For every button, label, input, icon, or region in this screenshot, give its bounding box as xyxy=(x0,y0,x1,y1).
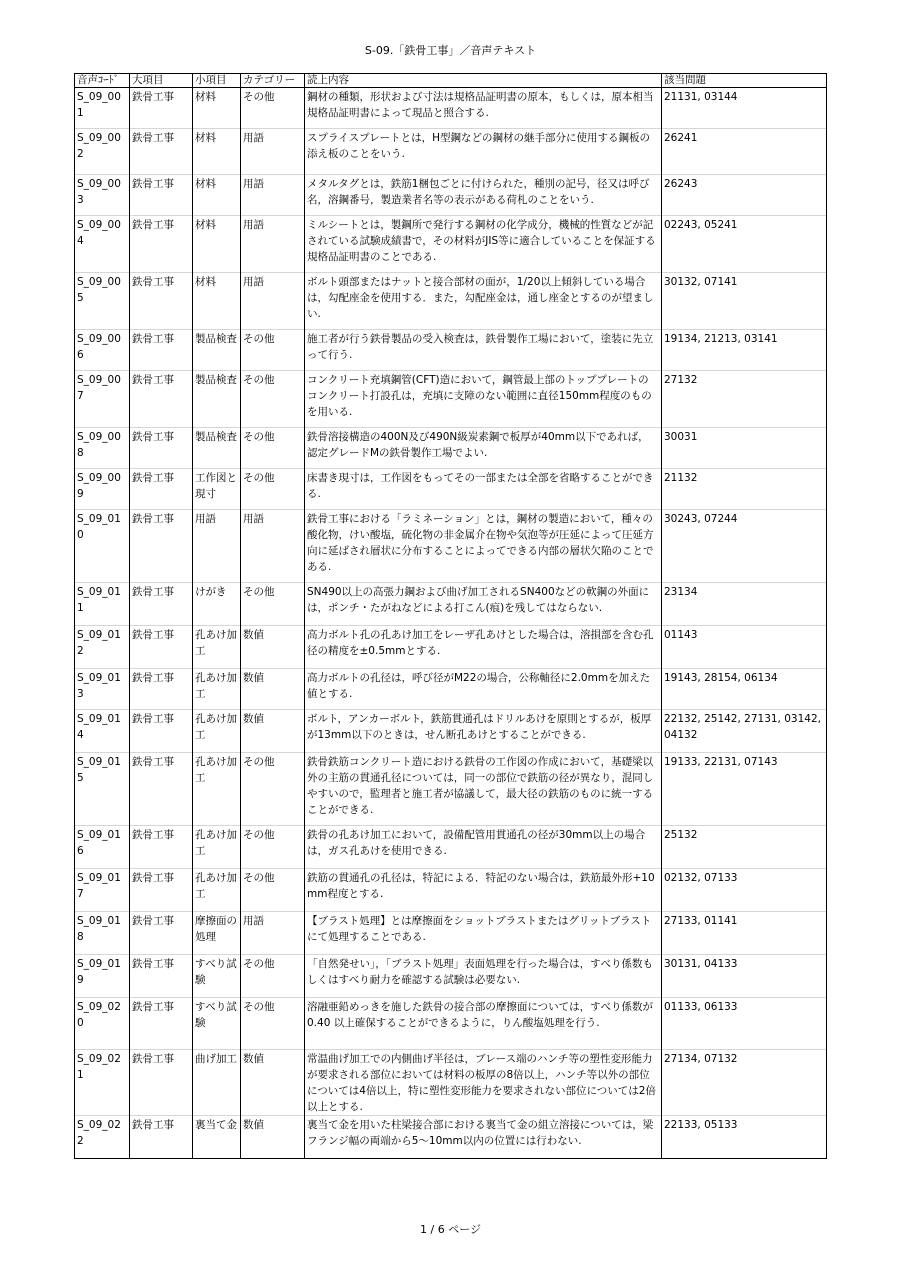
row-major-item: 鉄骨工事 xyxy=(130,1116,193,1159)
table-row xyxy=(75,669,827,710)
row-minor-item: 孔あけ加工 xyxy=(193,626,241,669)
row-code: S_09_003 xyxy=(75,175,130,216)
row-code: S_09_008 xyxy=(75,428,130,469)
page-number: 1 / 6 ページ xyxy=(420,1223,481,1236)
row-category: 用語 xyxy=(241,510,305,583)
row-problems: 27133, 01141 xyxy=(662,912,827,955)
table-header-row xyxy=(75,74,827,88)
table-row xyxy=(75,428,827,469)
row-category: 用語 xyxy=(241,129,305,175)
table-row xyxy=(75,626,827,669)
row-category: 用語 xyxy=(241,273,305,330)
row-category: その他 xyxy=(241,330,305,371)
row-minor-item: けがき xyxy=(193,583,241,626)
row-minor-item: 材料 xyxy=(193,175,241,216)
row-code: S_09_007 xyxy=(75,371,130,428)
table-row xyxy=(75,912,827,955)
row-read-text: ミルシートとは，製鋼所で発行する鋼材の化学成分，機械的性質などが記されている試験成績書で，その材料がJIS等に適合していることを保証する規格品証明書のことである. xyxy=(305,216,662,273)
row-problems: 22133, 05133 xyxy=(662,1116,827,1159)
row-problems: 27132 xyxy=(662,371,827,428)
row-major-item: 鉄骨工事 xyxy=(130,216,193,273)
row-code: S_09_005 xyxy=(75,273,130,330)
row-minor-item: 製品検査 xyxy=(193,371,241,428)
row-category: 数値 xyxy=(241,669,305,710)
row-code: S_09_017 xyxy=(75,869,130,912)
row-read-text: 床書き現寸は，工作図をもってその一部または全部を省略することができる. xyxy=(305,469,662,510)
row-category: その他 xyxy=(241,371,305,428)
row-problems: 23134 xyxy=(662,583,827,626)
row-category: 数値 xyxy=(241,1050,305,1116)
row-read-text: 鉄筋の貫通孔の孔径は，特記による．特記のない場合は，鉄筋最外形+10mm程度とする. xyxy=(305,869,662,912)
table-row xyxy=(75,175,827,216)
row-major-item: 鉄骨工事 xyxy=(130,273,193,330)
table-row xyxy=(75,1050,827,1116)
row-category: その他 xyxy=(241,583,305,626)
row-code: S_09_019 xyxy=(75,955,130,998)
row-problems: 02243, 05241 xyxy=(662,216,827,273)
row-read-text: スプライスプレートとは，H型鋼などの鋼材の継手部分に使用する鋼板の添え板のことをいう. xyxy=(305,129,662,175)
row-category: その他 xyxy=(241,998,305,1050)
row-code: S_09_002 xyxy=(75,129,130,175)
row-problems: 01143 xyxy=(662,626,827,669)
table-row xyxy=(75,88,827,129)
table-row xyxy=(75,129,827,175)
row-category: その他 xyxy=(241,428,305,469)
row-category: その他 xyxy=(241,955,305,998)
table-row xyxy=(75,955,827,998)
row-category: その他 xyxy=(241,869,305,912)
row-minor-item: 孔あけ加工 xyxy=(193,869,241,912)
table-row xyxy=(75,710,827,753)
row-problems: 30131, 04133 xyxy=(662,955,827,998)
row-problems: 19134, 21213, 03141 xyxy=(662,330,827,371)
row-read-text: 高力ボルト孔の孔あけ加工をレーザ孔あけとした場合は，溶損部を含む孔径の精度を±0.5mmとする. xyxy=(305,626,662,669)
table-row xyxy=(75,998,827,1050)
row-code: S_09_022 xyxy=(75,1116,130,1159)
row-code: S_09_006 xyxy=(75,330,130,371)
row-code: S_09_013 xyxy=(75,669,130,710)
row-minor-item: 孔あけ加工 xyxy=(193,753,241,826)
table-row xyxy=(75,273,827,330)
row-read-text: 鉄骨溶接構造の400N及び490N級炭素鋼で板厚が40mm以下であれば，認定グレードMの鉄骨製作工場でよい. xyxy=(305,428,662,469)
row-problems: 26243 xyxy=(662,175,827,216)
row-code: S_09_001 xyxy=(75,88,130,129)
row-code: S_09_010 xyxy=(75,510,130,583)
row-read-text: 【ブラスト処理】とは摩擦面をショットブラストまたはグリットブラストにて処理することである. xyxy=(305,912,662,955)
table-row xyxy=(75,753,827,826)
row-major-item: 鉄骨工事 xyxy=(130,869,193,912)
column-header-problems: 該当問題 xyxy=(662,74,827,88)
voice-text-table xyxy=(74,73,827,1159)
row-major-item: 鉄骨工事 xyxy=(130,1050,193,1116)
row-minor-item: すべり試験 xyxy=(193,955,241,998)
row-code: S_09_012 xyxy=(75,626,130,669)
table-row xyxy=(75,510,827,583)
row-code: S_09_018 xyxy=(75,912,130,955)
row-category: 用語 xyxy=(241,175,305,216)
row-problems: 30243, 07244 xyxy=(662,510,827,583)
table-row xyxy=(75,869,827,912)
row-category: その他 xyxy=(241,826,305,869)
row-problems: 19133, 22131, 07143 xyxy=(662,753,827,826)
row-minor-item: 材料 xyxy=(193,129,241,175)
row-category: 数値 xyxy=(241,1116,305,1159)
row-minor-item: 材料 xyxy=(193,216,241,273)
row-read-text: SN490以上の高張力鋼および曲げ加工されるSN400などの軟鋼の外面には，ポンチ・たがねなどによる打こん(痕)を残してはならない. xyxy=(305,583,662,626)
row-read-text: ボルト，アンカーボルト，鉄筋貫通孔はドリルあけを原則とするが，板厚が13mm以下のときは，せん断孔あけとすることができる. xyxy=(305,710,662,753)
row-minor-item: すべり試験 xyxy=(193,998,241,1050)
page-title: S-09.「鉄骨工事」／音声テキスト xyxy=(364,44,537,57)
table-row xyxy=(75,216,827,273)
row-major-item: 鉄骨工事 xyxy=(130,583,193,626)
row-problems: 02132, 07133 xyxy=(662,869,827,912)
row-code: S_09_009 xyxy=(75,469,130,510)
row-major-item: 鉄骨工事 xyxy=(130,955,193,998)
row-problems: 25132 xyxy=(662,826,827,869)
row-minor-item: 孔あけ加工 xyxy=(193,710,241,753)
row-problems: 21132 xyxy=(662,469,827,510)
row-problems: 30132, 07141 xyxy=(662,273,827,330)
row-read-text: 「自然発せい」，「ブラスト処理」表面処理を行った場合は，すべり係数もしくはすべり耐力を確認する試験は必要ない. xyxy=(305,955,662,998)
row-category: その他 xyxy=(241,753,305,826)
row-problems: 01133, 06133 xyxy=(662,998,827,1050)
row-minor-item: 孔あけ加工 xyxy=(193,669,241,710)
row-minor-item: 曲げ加工 xyxy=(193,1050,241,1116)
row-code: S_09_004 xyxy=(75,216,130,273)
row-read-text: 鉄骨工事における「ラミネーション」とは，鋼材の製造において，種々の酸化物，けい酸塩，硫化物の非金属介在物や気泡等が圧延によって圧延方向に延ばされ層状に分布することによってできる内部の層状欠陥のことである. xyxy=(305,510,662,583)
row-read-text: 鉄骨の孔あけ加工において，設備配管用貫通孔の径が30mm以上の場合は，ガス孔あけを使用できる. xyxy=(305,826,662,869)
row-read-text: ボルト頭部またはナットと接合部材の面が，1/20以上傾斜している場合は，勾配座金を使用する．また，勾配座金は，通し座金とするのが望ましい. xyxy=(305,273,662,330)
row-problems: 27134, 07132 xyxy=(662,1050,827,1116)
row-major-item: 鉄骨工事 xyxy=(130,753,193,826)
row-major-item: 鉄骨工事 xyxy=(130,710,193,753)
table-row xyxy=(75,469,827,510)
row-major-item: 鉄骨工事 xyxy=(130,330,193,371)
column-header-category: カテゴリー xyxy=(241,74,305,88)
row-code: S_09_015 xyxy=(75,753,130,826)
row-category: 数値 xyxy=(241,626,305,669)
row-major-item: 鉄骨工事 xyxy=(130,669,193,710)
row-minor-item: 材料 xyxy=(193,273,241,330)
row-minor-item: 孔あけ加工 xyxy=(193,826,241,869)
row-code: S_09_016 xyxy=(75,826,130,869)
row-problems: 19143, 28154, 06134 xyxy=(662,669,827,710)
row-read-text: メタルタグとは，鉄筋1梱包ごとに付けられた，種別の記号，径又は呼び名，溶鋼番号，製造業者名等の表示がある荷札のことをいう. xyxy=(305,175,662,216)
row-problems: 26241 xyxy=(662,129,827,175)
table-row xyxy=(75,330,827,371)
row-problems: 21131, 03144 xyxy=(662,88,827,129)
column-header-code: 音声ｺｰﾄﾞ xyxy=(75,74,130,88)
row-minor-item: 製品検査 xyxy=(193,330,241,371)
row-code: S_09_011 xyxy=(75,583,130,626)
column-header-minor: 小項目 xyxy=(193,74,241,88)
row-problems: 22132, 25142, 27131, 03142, 04132 xyxy=(662,710,827,753)
row-minor-item: 摩擦面の処理 xyxy=(193,912,241,955)
row-minor-item: 製品検査 xyxy=(193,428,241,469)
row-major-item: 鉄骨工事 xyxy=(130,626,193,669)
row-read-text: 鉄骨鉄筋コンクリート造における鉄骨の工作図の作成において，基礎梁以外の主筋の貫通孔径については，同一の部位で鉄筋の径が異なり，混同しやすいので，監理者と施工者が協議して，最大径の鉄筋のものに統一することができる. xyxy=(305,753,662,826)
row-category: 用語 xyxy=(241,912,305,955)
row-major-item: 鉄骨工事 xyxy=(130,371,193,428)
row-read-text: 鋼材の種類，形状および寸法は規格品証明書の原本，もしくは，原本相当規格品証明書によって現品と照合する. xyxy=(305,88,662,129)
row-major-item: 鉄骨工事 xyxy=(130,510,193,583)
row-major-item: 鉄骨工事 xyxy=(130,175,193,216)
row-category: その他 xyxy=(241,469,305,510)
row-code: S_09_021 xyxy=(75,1050,130,1116)
table-row xyxy=(75,1116,827,1159)
row-problems: 30031 xyxy=(662,428,827,469)
row-major-item: 鉄骨工事 xyxy=(130,428,193,469)
row-major-item: 鉄骨工事 xyxy=(130,469,193,510)
row-major-item: 鉄骨工事 xyxy=(130,88,193,129)
row-major-item: 鉄骨工事 xyxy=(130,826,193,869)
row-minor-item: 裏当て金 xyxy=(193,1116,241,1159)
row-code: S_09_020 xyxy=(75,998,130,1050)
row-category: 用語 xyxy=(241,216,305,273)
row-category: その他 xyxy=(241,88,305,129)
row-read-text: 常温曲げ加工での内側曲げ半径は，ブレース端のハンチ等の塑性変形能力が要求される部位においては材料の板厚の8倍以上，ハンチ等以外の部位については4倍以上，特に塑性変形能力を要求されない部位については2倍以上とする. xyxy=(305,1050,662,1116)
table-row xyxy=(75,826,827,869)
row-category: 数値 xyxy=(241,710,305,753)
row-minor-item: 材料 xyxy=(193,88,241,129)
row-major-item: 鉄骨工事 xyxy=(130,912,193,955)
row-major-item: 鉄骨工事 xyxy=(130,998,193,1050)
row-read-text: 裏当て金を用いた柱梁接合部における裏当て金の組立溶接については，梁フランジ幅の両端から5～10mm以内の位置には行わない. xyxy=(305,1116,662,1159)
table-row xyxy=(75,583,827,626)
table-row xyxy=(75,371,827,428)
row-major-item: 鉄骨工事 xyxy=(130,129,193,175)
column-header-major: 大項目 xyxy=(130,74,193,88)
row-read-text: 施工者が行う鉄骨製品の受入検査は，鉄骨製作工場において，塗装に先立って行う. xyxy=(305,330,662,371)
row-read-text: コンクリート充填鋼管(CFT)造において，鋼管最上部のトッププレートのコンクリート打設孔は，充填に支障のない範囲に直径150mm程度のものを用いる. xyxy=(305,371,662,428)
row-minor-item: 用語 xyxy=(193,510,241,583)
column-header-text: 読上内容 xyxy=(305,74,662,88)
row-code: S_09_014 xyxy=(75,710,130,753)
row-minor-item: 工作図と現寸 xyxy=(193,469,241,510)
row-read-text: 高力ボルトの孔径は，呼び径がM22の場合，公称軸径に2.0mmを加えた値とする. xyxy=(305,669,662,710)
row-read-text: 溶融亜鉛めっきを施した鉄骨の接合部の摩擦面については，すべり係数が0.40 以上確保することができるように，りん酸塩処理を行う. xyxy=(305,998,662,1050)
